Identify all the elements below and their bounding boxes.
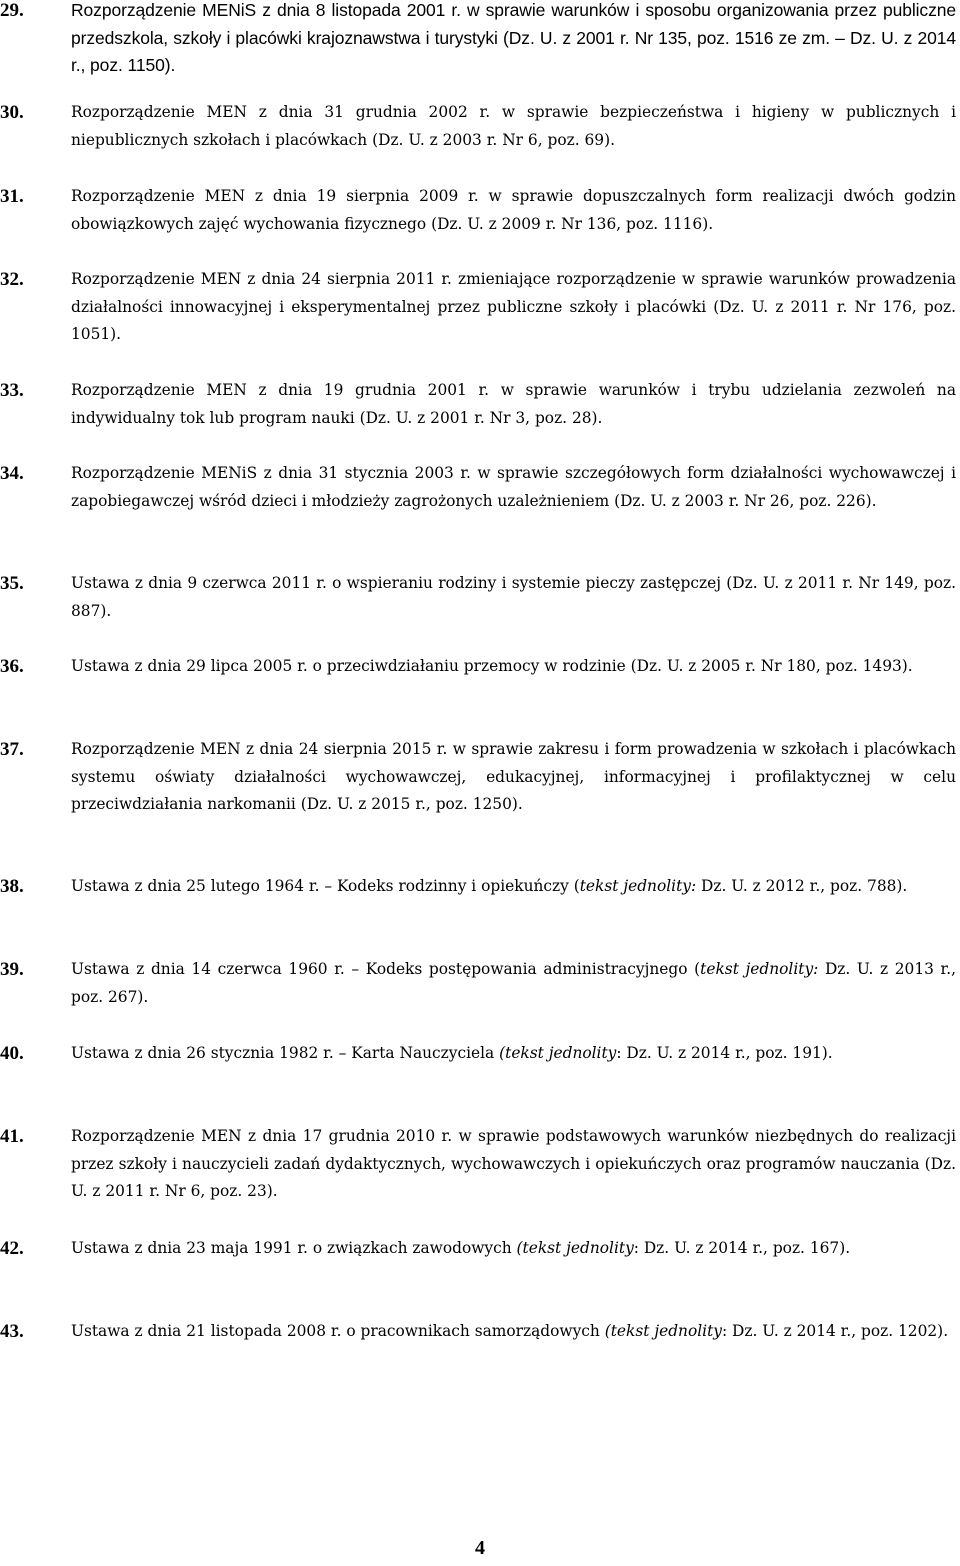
- item-text: [71, 956, 956, 1011]
- item-text: [71, 1318, 956, 1346]
- item-text-italic: tekst jednolity:: [579, 877, 697, 895]
- item-text: [71, 736, 956, 819]
- item-text-italic: (tekst jednolity: [516, 1239, 634, 1257]
- item-text-segment: Dz. U. z 2013 r., poz. 267).: [71, 960, 956, 1006]
- item-text: [71, 0, 956, 80]
- page-number: 4: [475, 1537, 485, 1559]
- item-text-segment: Ustawa z dnia 9 czerwca 2011 r. o wspieraniu rodziny i systemie pieczy zastępczej (Dz. U. z 2011 r. Nr 149, poz. 887).: [71, 574, 956, 620]
- item-text: [71, 1040, 956, 1068]
- item-text: [71, 99, 956, 154]
- item-number: 36.: [0, 656, 24, 677]
- item-number: 43.: [0, 1321, 24, 1342]
- item-text-segment: Ustawa z dnia 21 listopada 2008 r. o pracownikach samorządowych: [71, 1322, 605, 1340]
- item-number: 39.: [0, 959, 24, 980]
- item-text: [71, 1123, 956, 1206]
- item-text-segment: Dz. U. z 2012 r., poz. 788).: [696, 877, 908, 895]
- item-text-italic: (tekst jednolity: [604, 1322, 722, 1340]
- item-number: 41.: [0, 1126, 24, 1147]
- item-text: [71, 1235, 956, 1263]
- item-text-segment: Ustawa z dnia 26 stycznia 1982 r. – Karta Nauczyciela: [71, 1044, 500, 1062]
- item-text-segment: Rozporządzenie MEN z dnia 24 sierpnia 2015 r. w sprawie zakresu i form prowadzenia w szkołach i placówkach systemu oświaty działalności wychowawczej, edukacyjnej, informacyjnej i profilaktycznej w celu przeciwdziałania narkomanii (Dz. U. z 2015 r., poz. 1250).: [71, 740, 956, 813]
- item-text: [71, 873, 956, 901]
- item-number: 29.: [0, 0, 24, 21]
- item-number: 32.: [0, 269, 24, 290]
- item-text-segment: Rozporządzenie MEN z dnia 19 sierpnia 2009 r. w sprawie dopuszczalnych form realizacji dwóch godzin obowiązkowych zajęć wychowania fizycznego (Dz. U. z 2009 r. Nr 136, poz. 1116).: [71, 187, 956, 233]
- item-text: [71, 183, 956, 238]
- item-number: 33.: [0, 380, 24, 401]
- item-text-segment: Rozporządzenie MEN z dnia 24 sierpnia 2011 r. zmieniające rozporządzenie w sprawie warunków prowadzenia działalności innowacyjnej i eksperymentalnej przez publiczne szkoły i placówki (Dz. U. z 2011 r. Nr 176, poz. 1051).: [71, 270, 956, 343]
- item-text-segment: : Dz. U. z 2014 r., poz. 1202).: [721, 1322, 949, 1340]
- item-text: [71, 460, 956, 515]
- item-text-segment: Rozporządzenie MEN z dnia 19 grudnia 2001 r. w sprawie warunków i trybu udzielania zezwoleń na indywidualny tok lub program nauki (Dz. U. z 2001 r. Nr 3, poz. 28).: [71, 381, 956, 427]
- item-number: 40.: [0, 1043, 24, 1064]
- item-text: [71, 377, 956, 432]
- item-text-segment: Rozporządzenie MENiS z dnia 8 listopada 2001 r. w sprawie warunków i sposobu organizowania przez publiczne przedszkola, szkoły i placówki krajoznawstwa i turystyki (Dz. U. z 2001 r. Nr 135, poz. 1516 ze zm. – Dz. U. z 2014 r., poz. 1150).: [71, 0, 956, 75]
- item-number: 38.: [0, 876, 24, 897]
- item-number: 34.: [0, 463, 24, 484]
- item-text-segment: Ustawa z dnia 23 maja 1991 r. o związkach zawodowych: [71, 1239, 517, 1257]
- item-text-segment: Rozporządzenie MEN z dnia 17 grudnia 2010 r. w sprawie podstawowych warunków niezbędnych do realizacji przez szkoły i nauczycieli zadań dydaktycznych, wychowawczych i opiekuńczych oraz programów nauczania (Dz. U. z 2011 r. Nr 6, poz. 23).: [71, 1127, 956, 1200]
- item-text-segment: Ustawa z dnia 14 czerwca 1960 r. – Kodeks postępowania administracyjnego (: [71, 960, 701, 978]
- item-text-segment: : Dz. U. z 2014 r., poz. 167).: [633, 1239, 851, 1257]
- item-text: [71, 653, 956, 681]
- item-text: [71, 570, 956, 625]
- item-text-segment: Ustawa z dnia 29 lipca 2005 r. o przeciwdziałaniu przemocy w rodzinie (Dz. U. z 2005 r. Nr 180, poz. 1493).: [71, 657, 913, 675]
- item-text-italic: tekst jednolity:: [700, 960, 819, 978]
- item-text-segment: : Dz. U. z 2014 r., poz. 191).: [616, 1044, 833, 1062]
- item-number: 42.: [0, 1238, 24, 1259]
- item-text-segment: Rozporządzenie MENiS z dnia 31 stycznia 2003 r. w sprawie szczegółowych form działalności wychowawczej i zapobiegawczej wśród dzieci i młodzieży zagrożonych uzależnieniem (Dz. U. z 2003 r. Nr 26, poz. 226).: [71, 464, 956, 510]
- item-text-italic: (tekst jednolity: [499, 1044, 617, 1062]
- item-text-segment: Rozporządzenie MEN z dnia 31 grudnia 2002 r. w sprawie bezpieczeństwa i higieny w publicznych i niepublicznych szkołach i placówkach (Dz. U. z 2003 r. Nr 6, poz. 69).: [71, 103, 956, 149]
- item-number: 30.: [0, 102, 24, 123]
- item-text: [71, 266, 956, 349]
- item-number: 31.: [0, 186, 24, 207]
- item-text-segment: Ustawa z dnia 25 lutego 1964 r. – Kodeks rodzinny i opiekuńczy (: [71, 877, 580, 895]
- item-number: 37.: [0, 739, 24, 760]
- item-number: 35.: [0, 573, 24, 594]
